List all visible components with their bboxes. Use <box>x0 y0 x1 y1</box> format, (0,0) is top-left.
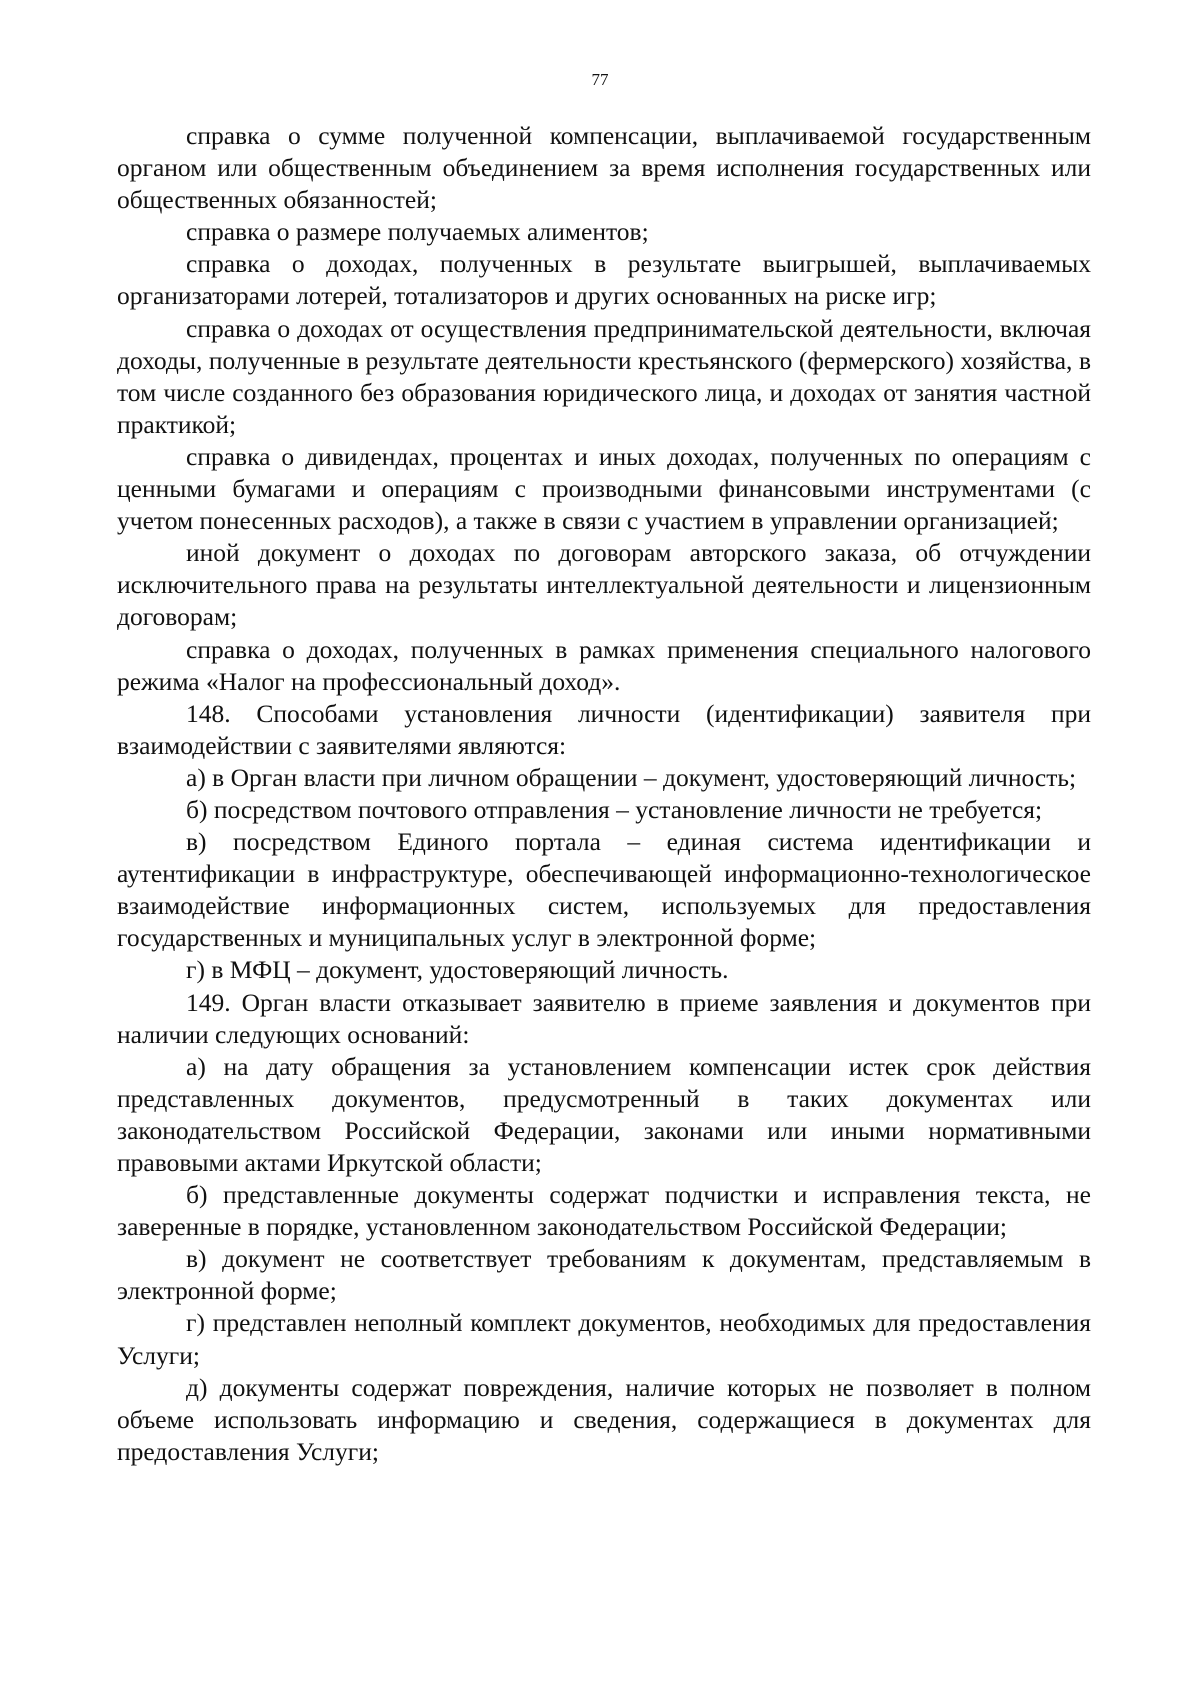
paragraph-item-148: 148. Способами установления личности (идентификации) заявителя при взаимодействии с заявителями являются: <box>117 698 1091 760</box>
paragraph: а) в Орган власти при личном обращении – документ, удостоверяющий личность; <box>186 762 1077 792</box>
paragraph: справка о дивидендах, процентах и иных доходах, полученных по операциям с ценными бумагами и операциям с производными финансовыми инструментами (с учетом понесенных расходов), а также в связи с участием в управлении организацией; <box>117 441 1091 536</box>
paragraph: г) представлен неполный комплект документов, необходимых для предоставления Услуги; <box>117 1308 1091 1370</box>
paragraph: а) на дату обращения за установлением компенсации истек срок действия представленных документов, предусмотренный в таких документах или законодательством Российской Федерации, законами или иными нормативными правовыми актами Иркутской области; <box>117 1051 1091 1177</box>
paragraph: справка о сумме полученной компенсации, выплачиваемой государственным органом или общественным объединением за время исполнения государственных или общественных обязанностей; <box>117 121 1091 215</box>
paragraph: справка о размере получаемых алиментов; <box>186 217 649 247</box>
page-number: 77 <box>591 70 609 89</box>
paragraph: д) документы содержат повреждения, наличие которых не позволяет в полном объеме использовать информацию и сведения, содержащиеся в документах для предоставления Услуги; <box>117 1372 1091 1466</box>
document-body <box>117 120 1091 1468</box>
paragraph: справка о доходах от осуществления предпринимательской деятельности, включая доходы, полученные в результате деятельности крестьянского (фермерского) хозяйства, в том числе созданного без образования юридического лица, и доходах от занятия частной практикой; <box>117 313 1091 439</box>
paragraph: в) посредством Единого портала – единая система идентификации и аутентификации в инфраструктуре, обеспечивающей информационно-технологическое взаимодействие информационных систем, используемых для предоставления государственных и муниципальных услуг в электронной форме; <box>117 827 1091 953</box>
paragraph: б) посредством почтового отправления – установление личности не требуется; <box>186 794 1043 824</box>
paragraph: иной документ о доходах по договорам авторского заказа, об отчуждении исключительного права на результаты интеллектуальной деятельности и лицензионным договорам; <box>117 538 1091 632</box>
paragraph: справка о доходах, полученных в рамках применения специального налогового режима «Налог на профессиональный доход». <box>117 634 1091 696</box>
paragraph: г) в МФЦ – документ, удостоверяющий личность. <box>186 955 729 985</box>
paragraph: в) документ не соответствует требованиям к документам, представляемым в электронной форме; <box>117 1244 1091 1306</box>
paragraph-item-149: 149. Орган власти отказывает заявителю в приеме заявления и документов при наличии следующих оснований: <box>117 987 1091 1049</box>
paragraph: б) представленные документы содержат подчистки и исправления текста, не заверенные в порядке, установленном законодательством Российской Федерации; <box>117 1180 1091 1242</box>
paragraph: справка о доходах, полученных в результате выигрышей, выплачиваемых организаторами лотерей, тотализаторов и других основанных на риске игр; <box>117 249 1091 311</box>
